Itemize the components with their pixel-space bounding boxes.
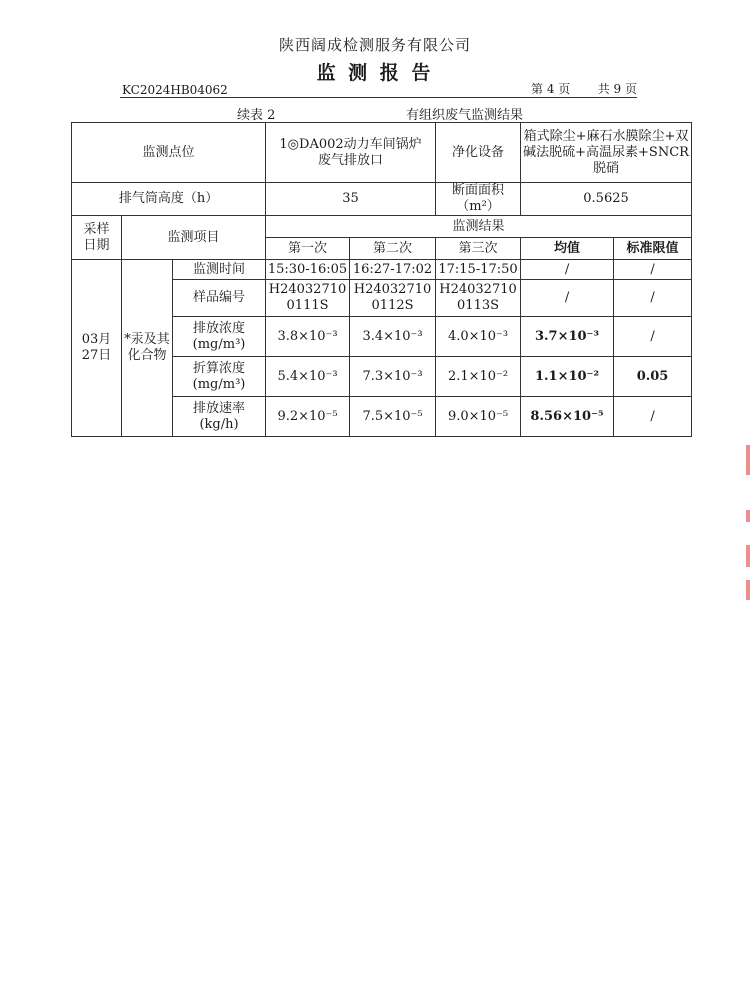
table-cell: 2.1×10⁻²: [436, 357, 521, 397]
monitoring-result-header: 监测结果: [266, 216, 692, 238]
table-cell: 7.3×10⁻³: [350, 357, 436, 397]
sample-date-header: 采样日期: [72, 216, 122, 260]
col-header-average: 均值: [521, 238, 614, 260]
company-name: 陕西阔成检测服务有限公司: [278, 36, 471, 54]
seal-mark: [746, 580, 750, 600]
table-cell: H240327100111S: [266, 280, 350, 317]
sample-date-cell: 03月27日: [72, 260, 122, 437]
header-divider: [120, 97, 637, 98]
seal-mark: [746, 545, 750, 567]
stack-height-label: 排气筒高度（h）: [72, 183, 266, 216]
stack-height-value: 35: [266, 183, 436, 216]
table-cell: 16:27-17:02: [350, 260, 436, 280]
row-item-time: 监测时间: [173, 260, 266, 280]
table-cell: /: [614, 397, 692, 437]
cross-section-area-label: 断面面积（m²）: [436, 183, 521, 216]
table-cell: 0.05: [614, 357, 692, 397]
row-item-converted-concentration: 折算浓度(mg/m³): [173, 357, 266, 397]
page-current: 第 4 页: [531, 82, 571, 96]
table-cell: /: [521, 280, 614, 317]
purification-equipment-value: 箱式除尘+麻石水膜除尘+双碱法脱硫+高温尿素+SNCR脱硝: [521, 123, 692, 183]
row-item-emission-rate: 排放速率(kg/h): [173, 397, 266, 437]
row-item-sample-id: 样品编号: [173, 280, 266, 317]
purification-equipment-label: 净化设备: [436, 123, 521, 183]
col-header-first: 第一次: [266, 238, 350, 260]
table-cell: 15:30-16:05: [266, 260, 350, 280]
report-title: 监 测 报 告: [316, 62, 434, 84]
table-cell: /: [614, 260, 692, 280]
table-cell: /: [614, 280, 692, 317]
col-header-limit: 标准限值: [614, 238, 692, 260]
table-cell: 9.0×10⁻⁵: [436, 397, 521, 437]
table-cell: 17:15-17:50: [436, 260, 521, 280]
table-cell: /: [614, 317, 692, 357]
seal-mark: [746, 445, 750, 475]
row-item-emission-concentration: 排放浓度(mg/m³): [173, 317, 266, 357]
table-cell: 3.8×10⁻³: [266, 317, 350, 357]
monitoring-point-label: 监测点位: [72, 123, 266, 183]
table-cell: 3.4×10⁻³: [350, 317, 436, 357]
page-total: 共 9 页: [597, 82, 637, 96]
col-header-third: 第三次: [436, 238, 521, 260]
monitoring-results-table: [71, 122, 692, 437]
table-continuation-label: 续表 2: [237, 108, 276, 123]
monitoring-point-value: 1◎DA002动力车间锅炉废气排放口: [266, 123, 436, 183]
col-header-second: 第二次: [350, 238, 436, 260]
table-cell: 7.5×10⁻⁵: [350, 397, 436, 437]
monitoring-item-header: 监测项目: [122, 216, 266, 260]
table-cell: 8.56×10⁻⁵: [521, 397, 614, 437]
table-cell: 9.2×10⁻⁵: [266, 397, 350, 437]
page-indicator: [531, 80, 637, 97]
table-cell: 3.7×10⁻³: [521, 317, 614, 357]
report-number: KC2024HB04062: [122, 83, 228, 97]
table-cell: 4.0×10⁻³: [436, 317, 521, 357]
table-cell: H240327100112S: [350, 280, 436, 317]
table-cell: /: [521, 260, 614, 280]
table-cell: H240327100113S: [436, 280, 521, 317]
table-cell: 1.1×10⁻²: [521, 357, 614, 397]
table-caption: 有组织废气监测结果: [406, 108, 524, 123]
seal-mark: [746, 510, 750, 522]
table-cell: 5.4×10⁻³: [266, 357, 350, 397]
cross-section-area-value: 0.5625: [521, 183, 692, 216]
pollutant-cell: *汞及其化合物: [122, 260, 173, 437]
